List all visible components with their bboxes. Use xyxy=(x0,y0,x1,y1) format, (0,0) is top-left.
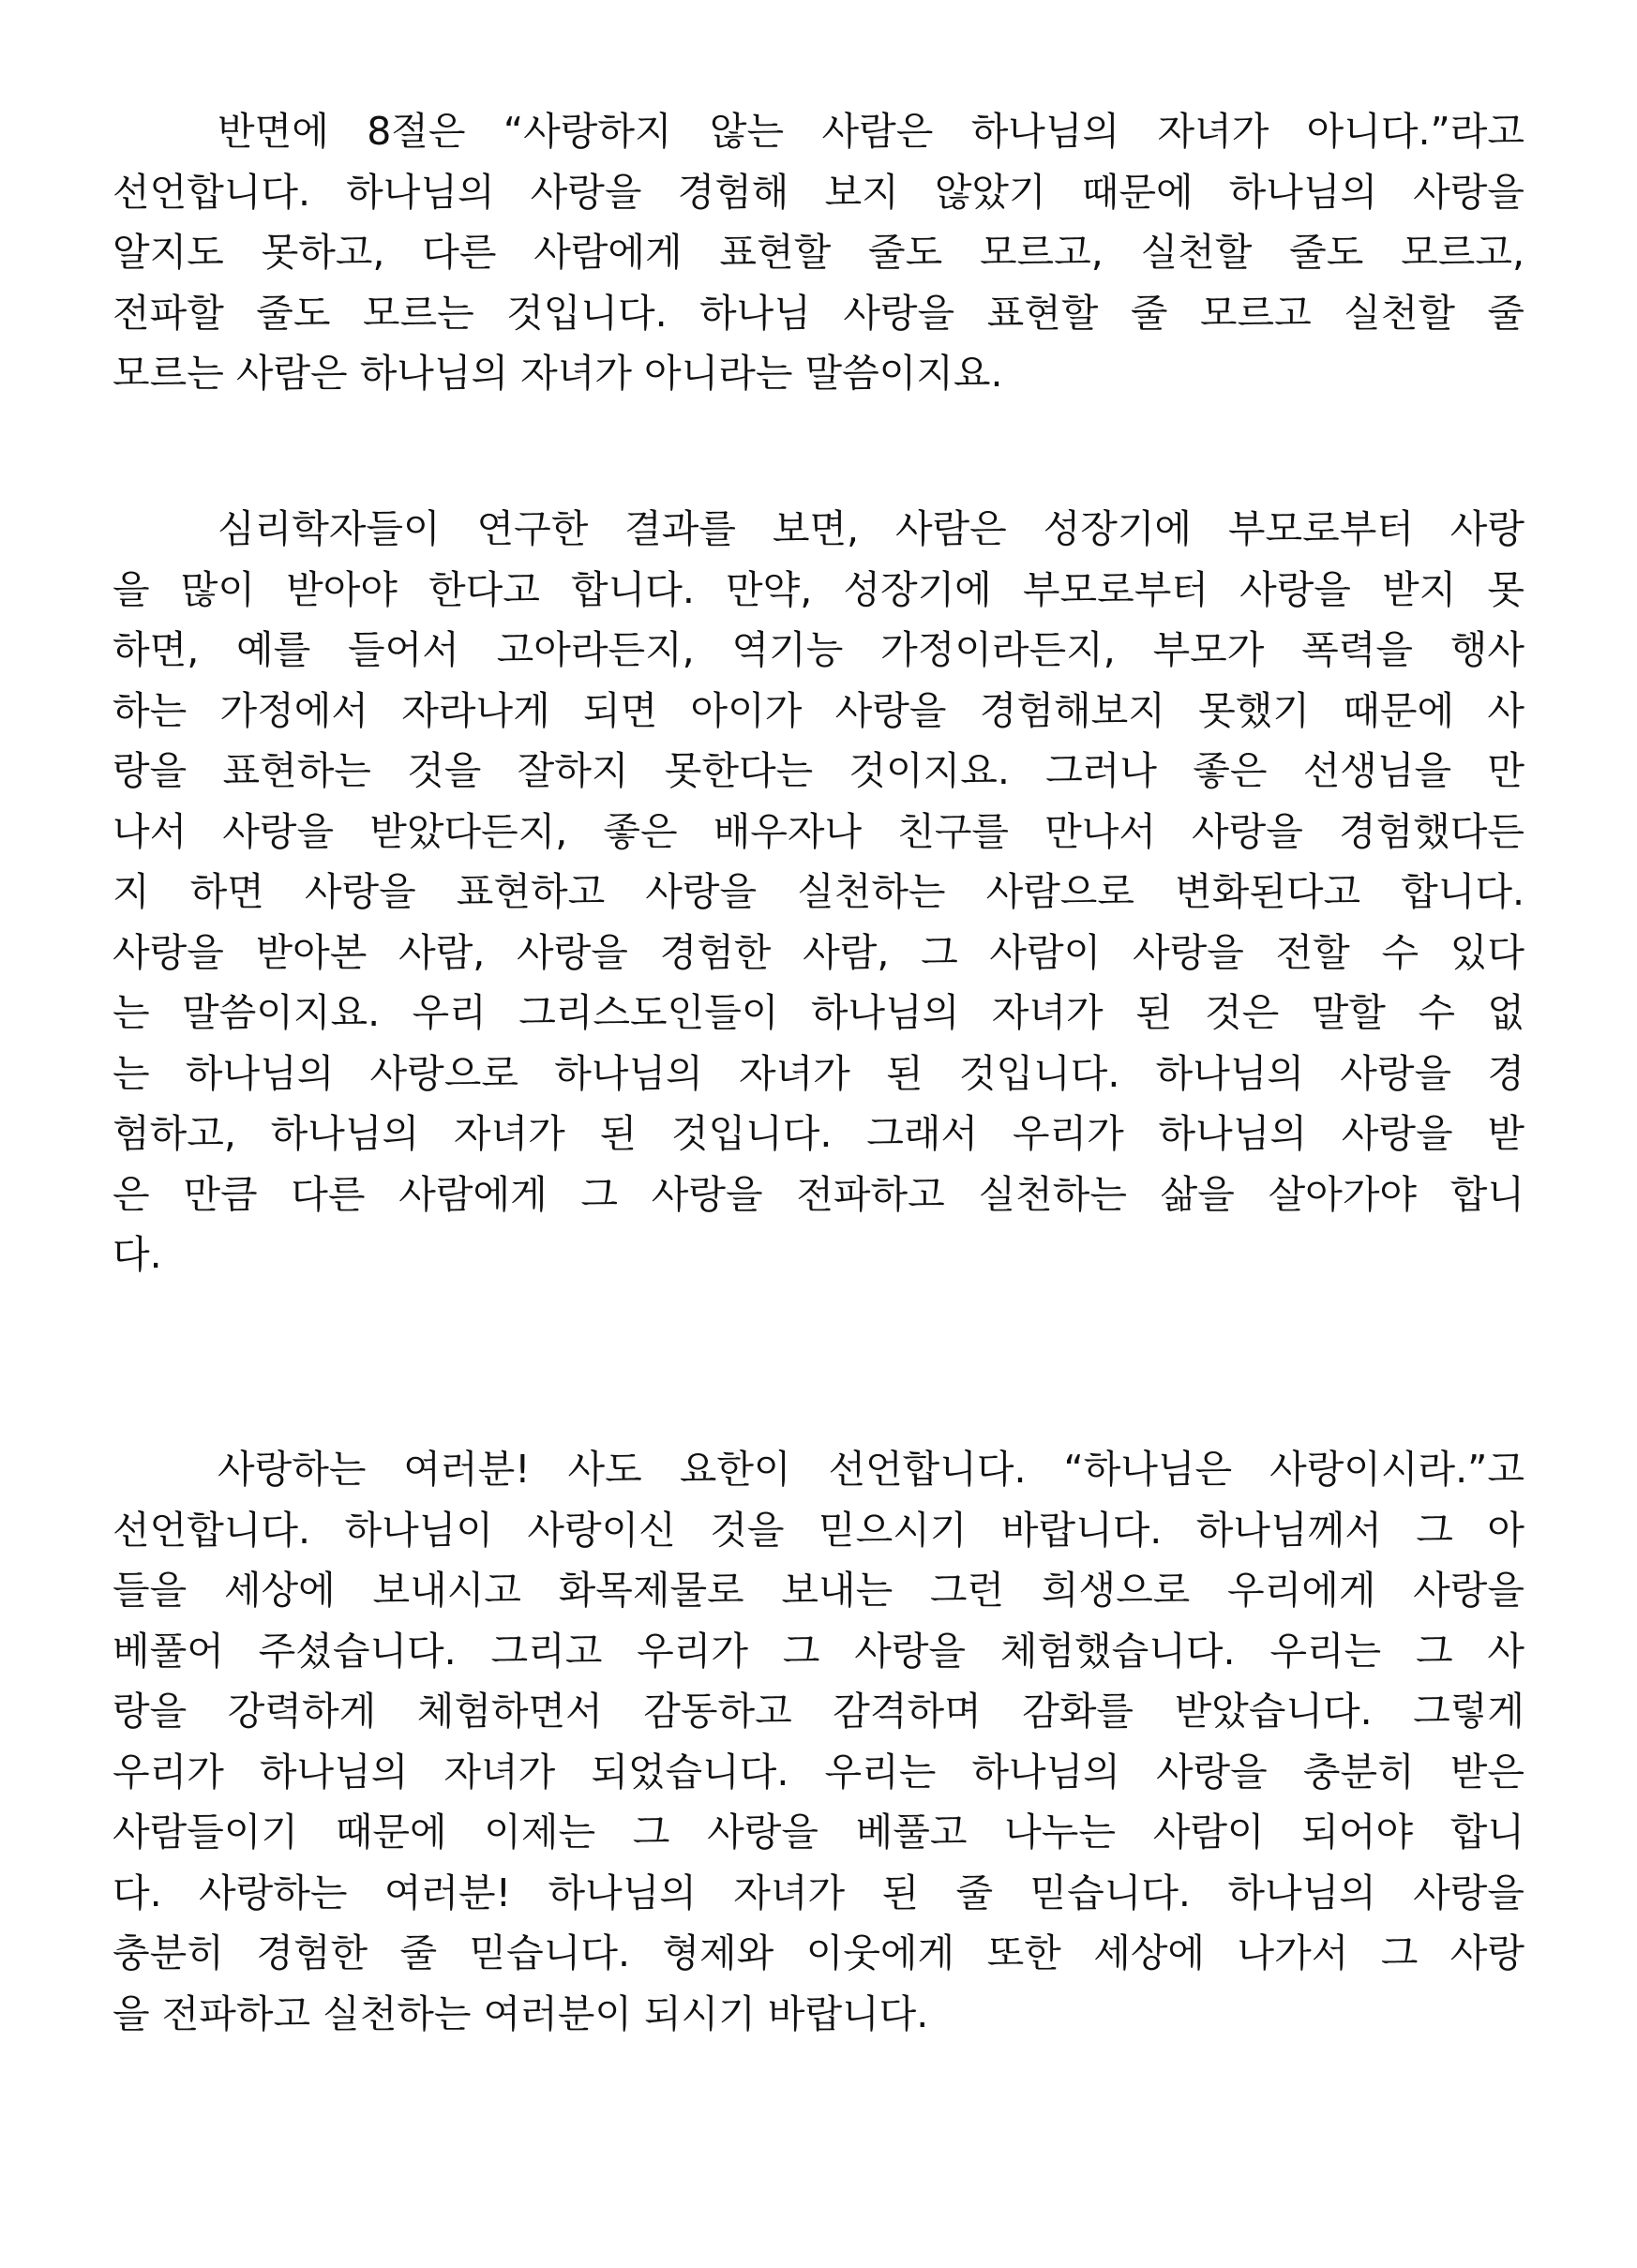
paragraph-line: 다. 사랑하는 여러분! 하나님의 자녀가 된 줄 믿습니다. 하나님의 사랑을 xyxy=(113,1870,1524,1915)
paragraph-line: 전파할 줄도 모르는 것입니다. 하나님 사랑을 표현할 줄 모르고 실천할 줄 xyxy=(113,290,1524,336)
paragraph-line: 을 전파하고 실천하는 여러분이 되시기 바랍니다. xyxy=(113,1990,929,2036)
paragraph-line: 알지도 못하고, 다른 사람에게 표현할 줄도 모르고, 실천할 줄도 모르고, xyxy=(113,230,1524,275)
paragraph-line: 우리가 하나님의 자녀가 되었습니다. 우리는 하나님의 사랑을 충분히 받은 xyxy=(113,1749,1524,1795)
paragraph-line: 는 하나님의 사랑으로 하나님의 자녀가 된 것입니다. 하나님의 사랑을 경 xyxy=(113,1050,1524,1096)
paragraph-line: 은 만큼 다른 사람에게 그 사랑을 전파하고 실천하는 삶을 살아가야 합니 xyxy=(113,1171,1524,1217)
paragraph-line: 충분히 경험한 줄 믿습니다. 형제와 이웃에게 또한 세상에 나가서 그 사랑 xyxy=(113,1930,1524,1975)
paragraph-line: 는 말씀이지요. 우리 그리스도인들이 하나님의 자녀가 된 것은 말할 수 없 xyxy=(113,990,1524,1035)
paragraph-line: 심리학자들이 연구한 결과를 보면, 사람은 성장기에 부모로부터 사랑 xyxy=(218,506,1524,551)
paragraph-line: 사랑을 받아본 사람, 사랑을 경험한 사람, 그 사람이 사랑을 전할 수 있다 xyxy=(113,929,1524,975)
paragraph-line: 선언합니다. 하나님의 사랑을 경험해 보지 않았기 때문에 하나님의 사랑을 xyxy=(113,169,1524,215)
paragraph-line: 사랑하는 여러분! 사도 요한이 선언합니다. “하나님은 사랑이시라.”고 xyxy=(218,1447,1524,1492)
paragraph-line: 지 하면 사랑을 표현하고 사랑을 실천하는 사람으로 변화된다고 합니다. xyxy=(113,869,1524,914)
paragraph-line: 랑을 표현하는 것을 잘하지 못한다는 것이지요. 그러나 좋은 선생님을 만 xyxy=(113,748,1524,793)
paragraph-line: 하면, 예를 들어서 고아라든지, 역기능 가정이라든지, 부모가 폭력을 행사 xyxy=(113,627,1524,672)
paragraph-3 xyxy=(113,1439,1524,2044)
paragraph-line: 나서 사랑을 받았다든지, 좋은 배우자나 친구를 만나서 사랑을 경험했다든 xyxy=(113,808,1524,854)
paragraph-line: 사람들이기 때문에 이제는 그 사랑을 베풀고 나누는 사람이 되어야 합니 xyxy=(113,1810,1524,1855)
paragraph-line: 험하고, 하나님의 자녀가 된 것입니다. 그래서 우리가 하나님의 사랑을 받 xyxy=(113,1111,1524,1156)
paragraph-line: 선언합니다. 하나님이 사랑이신 것을 믿으시기 바랍니다. 하나님께서 그 아 xyxy=(113,1507,1524,1553)
paragraph-line: 들을 세상에 보내시고 화목제물로 보내는 그런 희생으로 우리에게 사랑을 xyxy=(113,1568,1524,1613)
paragraph-line: 을 많이 받아야 한다고 합니다. 만약, 성장기에 부모로부터 사랑을 받지 못 xyxy=(113,566,1524,612)
paragraph-line: 반면에 8절은 “사랑하지 않는 사람은 하나님의 자녀가 아니다.”라고 xyxy=(218,109,1524,154)
paragraph-line: 다. xyxy=(113,1232,162,1277)
paragraph-2 xyxy=(113,499,1524,1285)
paragraph-line: 베풀어 주셨습니다. 그리고 우리가 그 사랑을 체험했습니다. 우리는 그 사 xyxy=(113,1628,1524,1674)
paragraph-line: 하는 가정에서 자라나게 되면 아이가 사랑을 경험해보지 못했기 때문에 사 xyxy=(113,687,1524,733)
paragraph-line: 모르는 사람은 하나님의 자녀가 아니라는 말씀이지요. xyxy=(113,351,1003,396)
paragraph-1 xyxy=(113,101,1524,404)
paragraph-line: 랑을 강력하게 체험하면서 감동하고 감격하며 감화를 받았습니다. 그렇게 xyxy=(113,1689,1524,1734)
